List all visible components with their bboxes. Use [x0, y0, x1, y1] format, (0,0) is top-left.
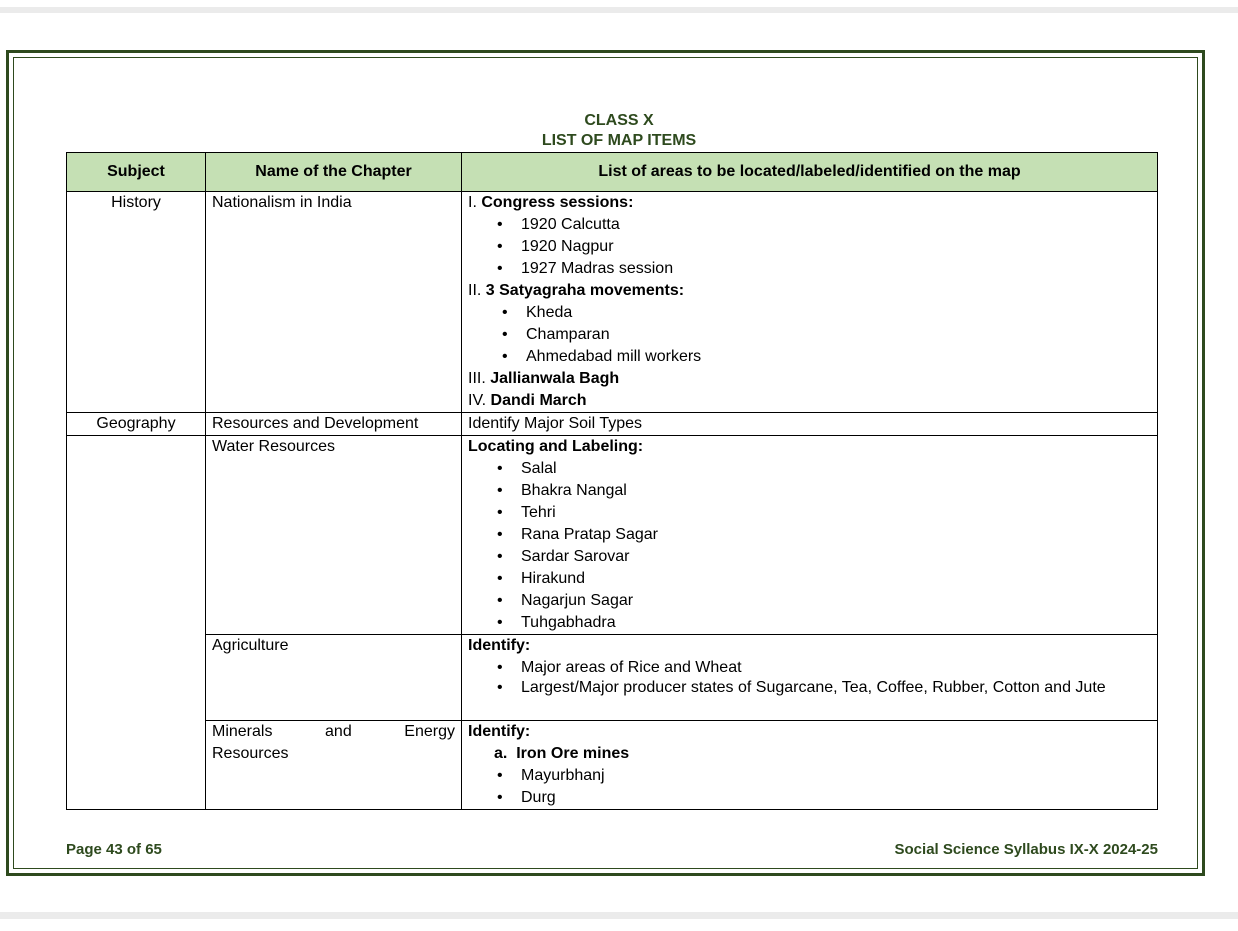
section-heading: Identify: [468, 723, 531, 740]
list-item: • Ahmedabad mill workers [468, 346, 1151, 368]
areas-cell [462, 721, 1158, 810]
areas-cell [462, 192, 1158, 413]
list-item: • Champaran [468, 324, 1151, 346]
chapter-cell: Nationalism in India [206, 192, 462, 413]
chapter-cell: Resources and Development [206, 413, 462, 436]
header-subject: Subject [67, 153, 206, 192]
table-row [67, 436, 1158, 635]
bullet-list [468, 214, 1151, 280]
list-item: • Tehri [468, 502, 1151, 524]
section-heading: IV. Dandi March [468, 392, 587, 409]
areas-cell [462, 635, 1158, 721]
subject-cell: Geography [67, 413, 206, 436]
list-item: • Major areas of Rice and Wheat [468, 657, 1151, 679]
list-item: • Sardar Sarovar [468, 546, 1151, 568]
section-heading: III. Jallianwala Bagh [468, 370, 620, 387]
header-areas: List of areas to be located/labeled/identified on the map [462, 153, 1158, 192]
bullet-list [468, 657, 1151, 697]
subject-cell-empty [67, 436, 206, 810]
list-item: • Kheda [468, 302, 1151, 324]
sub-heading: a. Iron Ore mines [494, 745, 630, 762]
list-item: • 1927 Madras session [468, 258, 1151, 280]
list-title: LIST OF MAP ITEMS [541, 132, 697, 149]
table-row [67, 192, 1158, 413]
viewer-top-bar [0, 7, 1238, 13]
chapter-cell [206, 721, 462, 810]
header-chapter: Name of the Chapter [206, 153, 462, 192]
list-item: • 1920 Calcutta [468, 214, 1151, 236]
section-heading: Identify: [468, 637, 531, 654]
list-item: • Nagarjun Sagar [468, 590, 1151, 612]
list-item: • Rana Pratap Sagar [468, 524, 1151, 546]
page-number: Page 43 of 65 [66, 841, 162, 858]
subject-cell: History [67, 192, 206, 413]
list-item: • Salal [468, 458, 1151, 480]
map-items-table [66, 152, 1158, 810]
bullet-list [468, 302, 1151, 368]
chapter-line: Minerals and Energy [212, 723, 455, 740]
table-header-row [67, 153, 1158, 192]
table-row [67, 721, 1158, 810]
table-row [67, 413, 1158, 436]
bullet-list [468, 458, 1151, 634]
chapter-cell: Agriculture [206, 635, 462, 721]
table-row [67, 635, 1158, 721]
list-item: • Hirakund [468, 568, 1151, 590]
list-item: • Largest/Major producer states of Sugarcane, Tea, Coffee, Rubber, Cotton and Jute [468, 679, 1151, 697]
list-item: • Tuhgabhadra [468, 612, 1151, 634]
list-item: • Bhakra Nangal [468, 480, 1151, 502]
list-item: • Durg [468, 787, 1151, 809]
list-item: • 1920 Nagpur [468, 236, 1151, 258]
class-title: CLASS X [584, 112, 654, 129]
chapter-cell: Water Resources [206, 436, 462, 635]
chapter-line: Resources [212, 745, 289, 762]
section-heading: Locating and Labeling: [468, 438, 644, 455]
areas-cell: Identify Major Soil Types [462, 413, 1158, 436]
bullet-list [468, 765, 1151, 809]
areas-cell [462, 436, 1158, 635]
document-footer-title: Social Science Syllabus IX-X 2024-25 [894, 841, 1158, 858]
section-heading: I. Congress sessions: [468, 194, 634, 211]
list-item: • Mayurbhanj [468, 765, 1151, 787]
section-heading: II. 3 Satyagraha movements: [468, 282, 685, 299]
viewer-bottom-bar [0, 912, 1238, 919]
